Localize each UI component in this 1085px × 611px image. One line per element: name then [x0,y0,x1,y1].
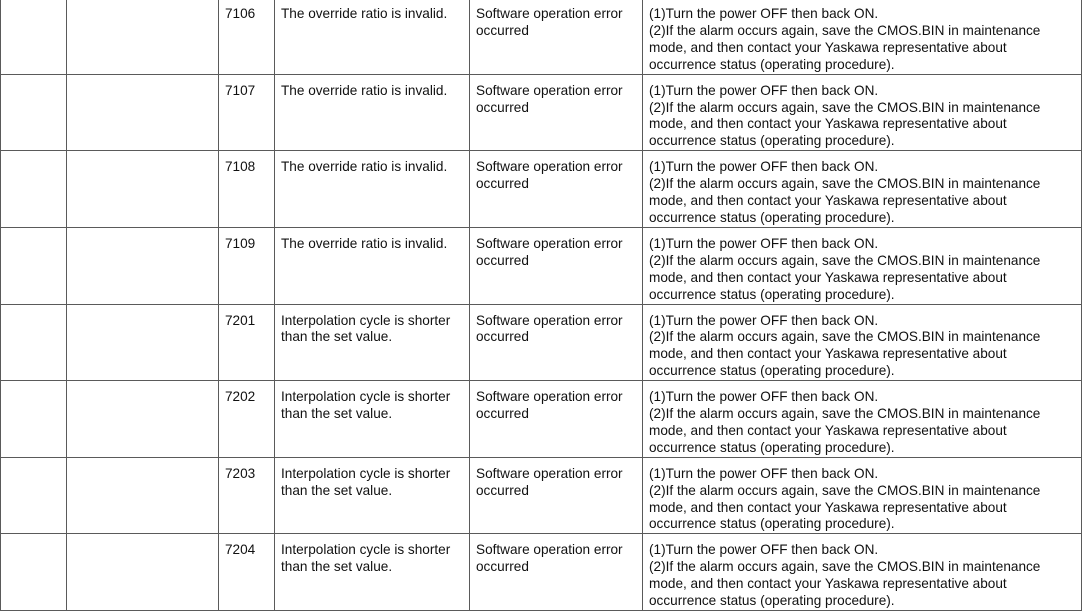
alarm-remedy [643,534,1082,611]
type-line: occurred [476,406,529,422]
blank-cell [67,534,219,611]
blank-cell [67,304,219,381]
alarm-code: 7108 [219,151,275,228]
alarm-remedy [643,151,1082,228]
remedy-line: (1)Turn the power OFF then back ON. [649,465,879,481]
blank-cell [67,227,219,304]
remedy-line: occurrence status (operating procedure). [649,133,895,149]
blank-cell [67,0,219,74]
remedy-line: mode, and then contact your Yaskawa representative about [649,422,1007,438]
remedy-line: (1)Turn the power OFF then back ON. [649,389,879,405]
type-line: Software operation error [476,6,623,21]
remedy-line: mode, and then contact your Yaskawa representative about [649,269,1007,285]
type-line: Software operation error [476,159,623,175]
alarm-type [470,0,643,74]
cause-line: than the set value. [281,559,393,575]
cause-line: Interpolation cycle is shorter [281,542,451,558]
alarm-remedy [643,304,1082,381]
blank-cell [1,227,67,304]
remedy-line: (2)If the alarm occurs again, save the CMOS.BIN in maintenance [649,176,1041,192]
remedy-line: occurrence status (operating procedure). [649,439,895,455]
table-row [1,534,1082,611]
type-line: occurred [476,176,529,192]
type-line: Software operation error [476,312,623,328]
remedy-line: mode, and then contact your Yaskawa representative about [649,346,1007,362]
alarm-code: 7201 [219,304,275,381]
blank-cell [1,381,67,458]
alarm-cause [275,457,470,534]
alarm-type [470,304,643,381]
type-line: Software operation error [476,465,623,481]
alarm-remedy [643,227,1082,304]
type-line: Software operation error [476,235,623,251]
remedy-line: occurrence status (operating procedure). [649,56,895,72]
alarm-cause [275,151,470,228]
alarm-code: 7106 [219,0,275,74]
table-row [1,381,1082,458]
blank-cell [1,457,67,534]
remedy-line: (2)If the alarm occurs again, save the CMOS.BIN in maintenance [649,329,1041,345]
cause-line: Interpolation cycle is shorter [281,465,451,481]
type-line: occurred [476,329,529,345]
blank-cell [1,74,67,151]
remedy-line: occurrence status (operating procedure). [649,593,895,609]
alarm-remedy [643,381,1082,458]
alarm-code: 7109 [219,227,275,304]
table-row [1,457,1082,534]
alarm-type [470,457,643,534]
alarm-code: 7202 [219,381,275,458]
blank-cell [67,457,219,534]
table-row [1,0,1082,74]
alarm-remedy [643,74,1082,151]
alarm-cause [275,381,470,458]
remedy-line: (2)If the alarm occurs again, save the CMOS.BIN in maintenance [649,559,1041,575]
alarm-code: 7204 [219,534,275,611]
blank-cell [1,534,67,611]
alarm-code: 7107 [219,74,275,151]
alarm-cause [275,534,470,611]
cause-line: than the set value. [281,406,393,422]
remedy-line: mode, and then contact your Yaskawa representative about [649,39,1007,55]
alarm-cause [275,304,470,381]
alarm-type [470,534,643,611]
blank-cell [1,0,67,74]
table-row [1,227,1082,304]
type-line: Software operation error [476,389,623,405]
remedy-line: (1)Turn the power OFF then back ON. [649,235,879,251]
alarm-cause [275,227,470,304]
type-line: occurred [476,99,529,115]
cause-line: The override ratio is invalid. [281,82,448,98]
blank-cell [67,74,219,151]
blank-cell [67,151,219,228]
table-row [1,74,1082,151]
table-row [1,151,1082,228]
alarm-cause [275,0,470,74]
remedy-line: occurrence status (operating procedure). [649,286,895,302]
alarm-type [470,381,643,458]
alarm-remedy [643,457,1082,534]
alarm-code: 7203 [219,457,275,534]
remedy-line: (2)If the alarm occurs again, save the CMOS.BIN in maintenance [649,99,1041,115]
table-row [1,304,1082,381]
blank-cell [1,304,67,381]
type-line: Software operation error [476,542,623,558]
remedy-line: mode, and then contact your Yaskawa representative about [649,193,1007,209]
cause-line: than the set value. [281,482,393,498]
type-line: occurred [476,22,529,38]
alarm-table-body [1,0,1082,611]
remedy-line: (1)Turn the power OFF then back ON. [649,6,879,21]
type-line: occurred [476,252,529,268]
cause-line: than the set value. [281,329,393,345]
blank-cell [1,151,67,228]
remedy-line: (1)Turn the power OFF then back ON. [649,542,879,558]
remedy-line: occurrence status (operating procedure). [649,363,895,379]
remedy-line: mode, and then contact your Yaskawa representative about [649,499,1007,515]
alarm-type [470,74,643,151]
remedy-line: occurrence status (operating procedure). [649,209,895,225]
cause-line: The override ratio is invalid. [281,6,448,21]
alarm-remedy [643,0,1082,74]
remedy-line: (1)Turn the power OFF then back ON. [649,312,879,328]
type-line: occurred [476,559,529,575]
type-line: occurred [476,482,529,498]
alarm-type [470,151,643,228]
blank-cell [67,381,219,458]
remedy-line: mode, and then contact your Yaskawa representative about [649,576,1007,592]
type-line: Software operation error [476,82,623,98]
alarm-type [470,227,643,304]
remedy-line: mode, and then contact your Yaskawa representative about [649,116,1007,132]
cause-line: Interpolation cycle is shorter [281,389,451,405]
remedy-line: (2)If the alarm occurs again, save the CMOS.BIN in maintenance [649,406,1041,422]
remedy-line: (1)Turn the power OFF then back ON. [649,159,879,175]
remedy-line: (2)If the alarm occurs again, save the CMOS.BIN in maintenance [649,252,1041,268]
cause-line: The override ratio is invalid. [281,159,448,175]
cause-line: Interpolation cycle is shorter [281,312,451,328]
alarm-cause [275,74,470,151]
remedy-line: (2)If the alarm occurs again, save the CMOS.BIN in maintenance [649,22,1041,38]
remedy-line: (2)If the alarm occurs again, save the CMOS.BIN in maintenance [649,482,1041,498]
remedy-line: occurrence status (operating procedure). [649,516,895,532]
remedy-line: (1)Turn the power OFF then back ON. [649,82,879,98]
cause-line: The override ratio is invalid. [281,235,448,251]
